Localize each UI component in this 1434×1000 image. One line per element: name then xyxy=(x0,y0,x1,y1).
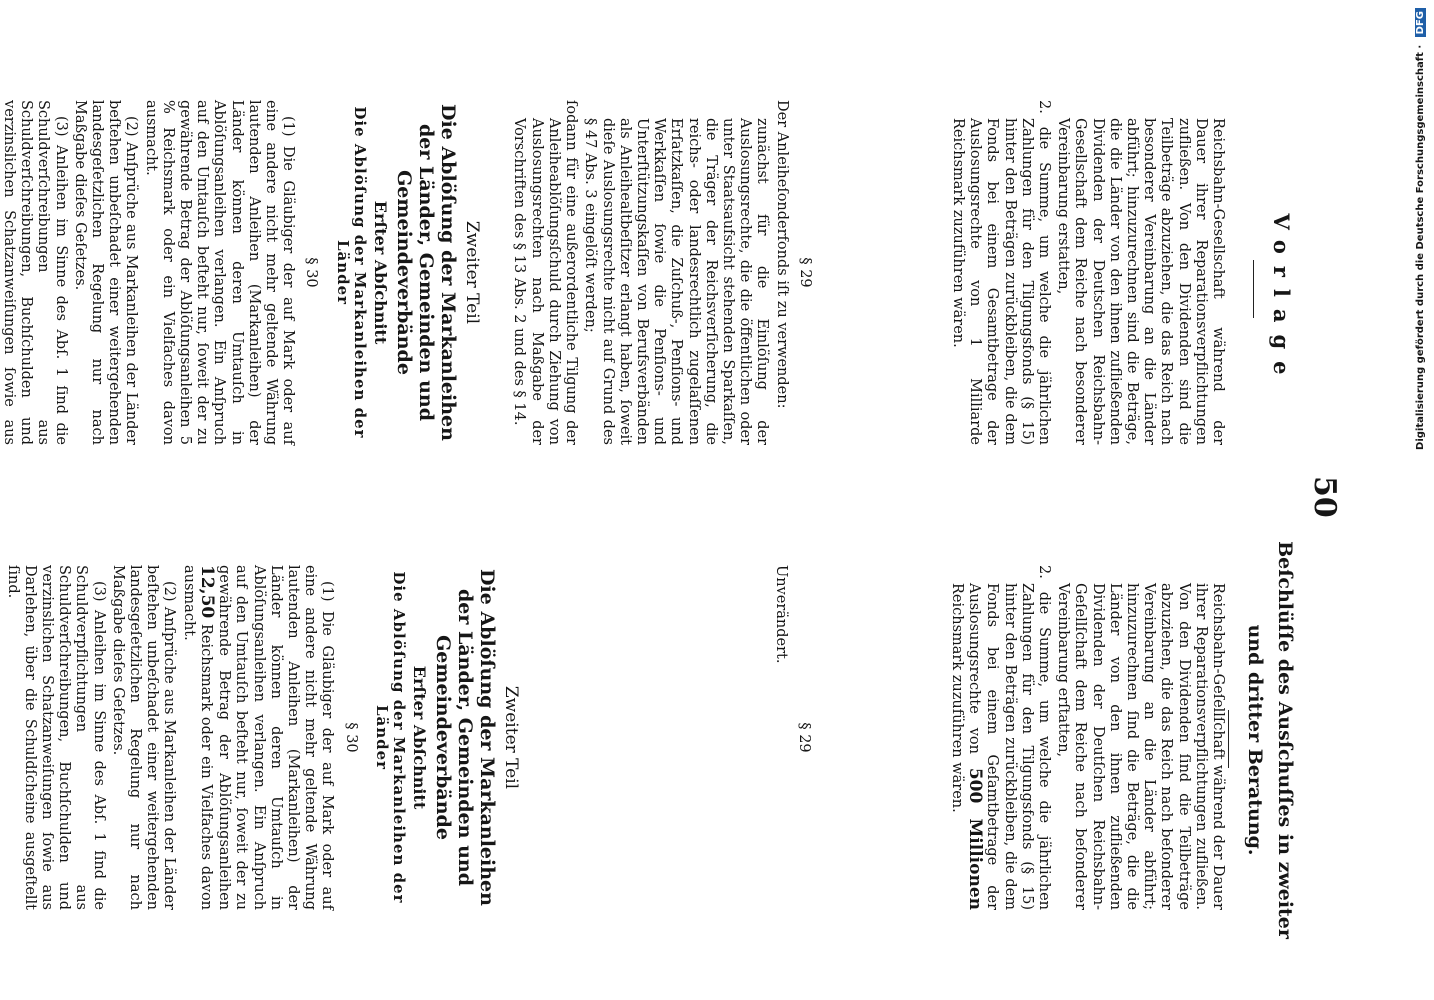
left-s29-heading: § 29 xyxy=(796,257,813,288)
right-p2-emphasis: 500 Millionen xyxy=(965,767,986,911)
left-column xyxy=(0,100,1226,445)
left-section-label: Erſter Abſchnitt xyxy=(371,200,391,345)
right-s30-para-3: (3) Anleihen im Sinne des Abſ. 1 ſind die Schuldverpflichtungen aus Schuldverſchreibungen, Buchſchulden und verzinslichen Schatzanweiſungen ſowie aus Darlehen, über die Schuldſcheine ausgeſtellt ſind. xyxy=(4,565,107,910)
right-s29-heading: § 29 xyxy=(795,722,812,753)
right-s30-p1-start: (1) Die Gläubiger der auf Mark oder auf eine andere nicht mehr geltende Währung lautenden Anleihen (Markanleihen) der Länder können deren Umtauſch in Ablöſungsanleihen verlangen. Ein Anſpruch auf den Umtauſch beſteht nur, ſoweit der zu gewährende Betrag der Ablöſungsanleihen xyxy=(216,565,336,910)
digitization-credit-label: Digitalisierung gefördert durch die Deutsche Forschungsgemeinschaft xyxy=(1415,52,1426,450)
right-s30-p1-emphasis: 12,50 xyxy=(196,565,217,619)
left-s30-para-3: (3) Anleihen im Sinne des Abſ. 1 ſind die Schuldverſchreibungen aus Schuldverſchreibungen, Buchſchulden und verzinslichen Schatzanweiſungen ſowie aus xyxy=(1,100,69,445)
right-p2-text-end: Reichsmark zuzuführen wären. xyxy=(948,583,965,813)
right-section-label: Erſter Abſchnitt xyxy=(410,665,430,810)
right-s30-p1-end: Reichsmark oder ein Vielfaches davon ausmacht. xyxy=(180,565,214,911)
left-header-rule xyxy=(1253,260,1254,318)
left-s30-para-2: (2) Anſprüche aus Markanleihen der Länder beſtehen unbeſchadet einer weitergehenden landesgeſetzlichen Regelung nur nach Maßgabe dieſes Geſetzes. xyxy=(71,100,140,445)
left-section-title: Die Ablöſung der Markanleihen der Länder xyxy=(333,106,369,439)
right-spacer-2 xyxy=(549,565,769,910)
left-s30-heading: § 30 xyxy=(303,257,320,288)
right-s30-para-2: (2) Anſprüche aus Markanleihen der Länder beſtehen unbeſchadet einer weitergehenden landesgeſetzlichen Regelung nur nach Maßgabe dieſes Geſetzes. xyxy=(109,565,178,910)
left-s29-item-a: zunächst für die Einlöſung der Auslosungsrechte, die die öffentlichen oder unter Staatsaufsicht stehenden Sparkaſſen, die Träger der Reichsverſicherung, die reichs- oder landesrechtlich zugelaſſenen Erſatzkaſſen, die Zuſchuß-, Penſions- und Werkkaſſen ſowie die Penſions- und Unterſtützungskaſſen von Berufsverbänden als Anleihealtbeſitzer erlangt haben, ſoweit dieſe Auslosungsrechte nicht auf Grund des § 47 Abs. 3 eingelöſt werden; xyxy=(582,118,771,445)
left-part-label: Zweiter Teil xyxy=(462,220,483,325)
left-s29-item-b: ſodann für eine außerordentliche Tilgung der Anleiheablöſungsſchuld durch Ziehung von Auslosungsrechten nach Maßgabe der Vorschriften des § 13 Abs. 2 und des § 14. xyxy=(511,100,580,445)
right-part-title: Die Ablöſung der Markanleihen der Länder, Gemeinden und Gemeindeverbände xyxy=(432,569,499,906)
digitization-credit-text: Digitalisierung gefördert durch die Deutsche Forschungsgemeinschaft · DFG xyxy=(1412,8,1430,988)
left-part-title: Die Ablöſung der Markanleihen der Länder, Gemeinden und Gemeindeverbände xyxy=(393,104,460,441)
right-s29-text: Unverändert. xyxy=(772,565,789,664)
left-s30-para-1: (1) Die Gläubiger der auf Mark oder auf eine andere nicht mehr geltende Währung lautenden Anleihen (Markanleihen) der Länder können deren Umtauſch in Ablöſungsanleihen verlangen. Ein Anſpruch auf den Umtauſch beſteht nur, ſoweit der zu gewährende Betrag der Ablöſungsanleihen 5 % Reichsmark oder ein Vielfaches davon ausmacht. xyxy=(142,100,297,445)
dfg-logo: DFG xyxy=(1415,8,1426,37)
right-paragraph-intro: Reichsbahn-Geſellſchaft während der Dauer ihrer Reparationsverpflichtungen zufließen. Von den Dividenden ſind die Teilbeträge abzuziehen, die das Reich nach beſonderer Vereinbarung an die Länder abführt; hinzuzurechnen ſind die Beträge, die die Länder von den ihnen zufließenden Dividenden der Deutſchen Reichsbahn-Geſellſchaft dem Reiche nach beſonderer Vereinbarung erſtatten, xyxy=(1055,583,1226,910)
right-s30-para-1 xyxy=(180,565,336,910)
right-p2-text-start: 2. die Summe, um welche die jährlichen Zahlungen für den Tilgungsfonds (§ 15) hinter den Beträgen zurückbleiben, die dem Fonds bei einem Geſamtbetrage der Auslosungsrechte von xyxy=(966,565,1052,910)
left-s29-lead: Der Anleiheſonderfonds iſt zu verwenden: xyxy=(773,100,790,409)
right-part-label: Zweiter Teil xyxy=(501,685,522,790)
right-s30-heading: § 30 xyxy=(342,722,359,753)
right-header-rule xyxy=(1228,710,1229,768)
right-column xyxy=(0,565,1226,910)
right-paragraph-2 xyxy=(948,565,1052,910)
left-paragraph-2: 2. die Summe, um welche die jährlichen Zahlungen für den Tilgungsfonds (§ 15) hinter den Beträgen zurückbleiben, die dem Fonds bei einem Gesamtbetrage der Auslosungsrechte von 1 Milliarde Reichsmark zuzuführen wären. xyxy=(949,100,1052,445)
page-number: 50 xyxy=(1307,476,1342,518)
right-column-header: Beſchlüſſe des Ausſchuſſes in zweiter und dritter Beratung. xyxy=(1244,541,1296,939)
right-spacer-1 xyxy=(826,565,946,910)
left-spacer xyxy=(827,100,947,445)
left-paragraph-intro: Reichsbahn-Gesellschaft während der Dauer ihrer Reparationsverpflichtungen zufließen. Von den Dividenden sind die Teilbeträge abzuziehen, die das Reich nach besonderer Vereinbarung an die Länder abführt; hinzuzurechnen sind die Beträge, die die Länder von den ihnen zufließenden Dividenden der Deutschen Reichsbahn-Gesellschaft dem Reiche nach besonderer Vereinbarung erstatten, xyxy=(1055,118,1226,445)
left-column-header: Vorlage xyxy=(1269,213,1294,387)
digitization-credit xyxy=(1412,8,1430,988)
right-section-title: Die Ablöſung der Markanleihen der Länder xyxy=(372,571,408,904)
